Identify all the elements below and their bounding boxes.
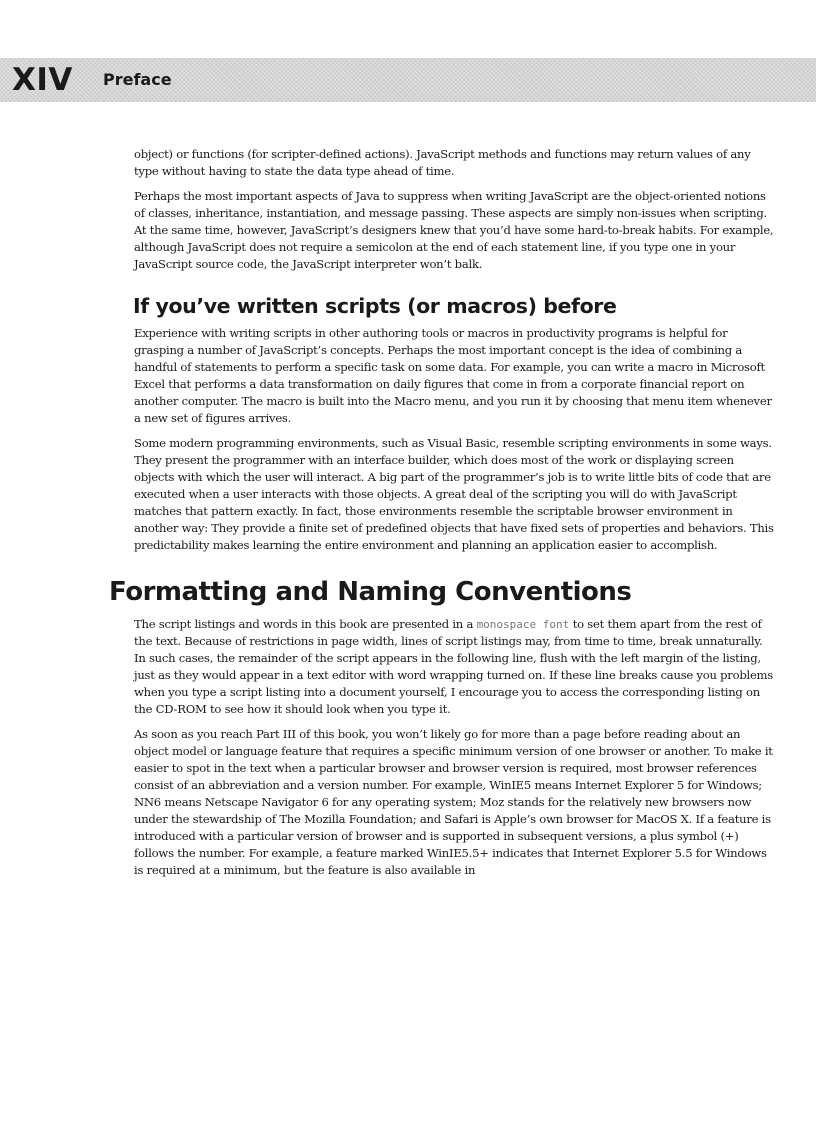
page-body — [109, 146, 774, 887]
running-header — [0, 58, 816, 102]
paragraph-text: The script listings and words in this book are presented in a — [134, 617, 477, 631]
body-paragraph: object) or functions (for scripter-defined actions). JavaScript methods and functions may return values of any type without having to state the data type ahead of time. — [134, 147, 751, 178]
body-paragraph: Experience with writing scripts in other authoring tools or macros in productivity programs is helpful for grasping a number of JavaScript’s concepts. Perhaps the most important concept is the idea of combining a handful of statements to perform a specific task on some data. For example, you can write a macro in Microsoft Excel that performs a data transformation on daily figures that come in from a corporate financial report on another computer. The macro is built into the Macro menu, and you run it by choosing that menu item whenever a new set of figures arrives. — [134, 326, 772, 425]
paragraph-text: to set them apart from the rest of the text. Because of restrictions in page width, lines of script listings may, from time to time, break unnaturally. In such cases, the remainder of the script appears in the following line, flush with the left margin of the listing, just as they would appear in a text editor with word wrapping turned on. If these line breaks cause you problems when you type a script listing into a document yourself, I encourage you to access the corresponding listing on the CD-ROM to see how it should look when you type it. — [134, 617, 773, 716]
body-paragraph: Perhaps the most important aspects of Java to suppress when writing JavaScript are the object-oriented notions of classes, inheritance, instantiation, and message passing. These aspects are simply non-issues when scripting. At the same time, however, JavaScript’s designers knew that you’d have some hard-to-break habits. For example, although JavaScript does not require a semicolon at the end of each statement line, if you type one in your JavaScript source code, the JavaScript interpreter won’t balk. — [134, 189, 774, 271]
body-paragraph: As soon as you reach Part III of this book, you won’t likely go for more than a page before reading about an object model or language feature that requires a specific minimum version of one browser or another. To make it easier to spot in the text when a particular browser and browser version is required, most browser references consist of an abbreviation and a version number. For example, WinIE5 means Internet Explorer 5 for Windows; NN6 means Netscape Navigator 6 for any operating system; Moz stands for the relatively new browsers now under the stewardship of The Mozilla Foundation; and Safari is Apple’s own browser for MacOS X. If a feature is introduced with a particular version of browser and is supported in subsequent versions, a plus symbol (+) follows the number. For example, a feature marked WinIE5.5+ indicates that Internet Explorer 5.5 for Windows is required at a minimum, but the feature is also available in — [134, 727, 773, 877]
subsection-heading: If you’ve written scripts (or macros) before — [133, 294, 617, 318]
body-paragraph: Some modern programming environments, such as Visual Basic, resemble scripting environments in some ways. They present the programmer with an interface builder, which does most of the work or displaying screen objects with which the user will interact. A big part of the programmer’s job is to write little bits of code that are executed when a user interacts with those objects. A great deal of the scripting you will do with JavaScript matches that pattern exactly. In fact, those environments resemble the scriptable browser environment in another way: They provide a finite set of predefined objects that have fixed sets of properties and behaviors. This predictability makes learning the entire environment and planning an application easier to accomplish. — [134, 436, 774, 552]
section-heading: Formatting and Naming Conventions — [109, 577, 632, 607]
page-number: XIV — [12, 62, 73, 98]
running-head-title: Preface — [103, 70, 172, 89]
body-paragraph — [134, 616, 774, 718]
monospace-sample: monospace font — [476, 618, 570, 631]
